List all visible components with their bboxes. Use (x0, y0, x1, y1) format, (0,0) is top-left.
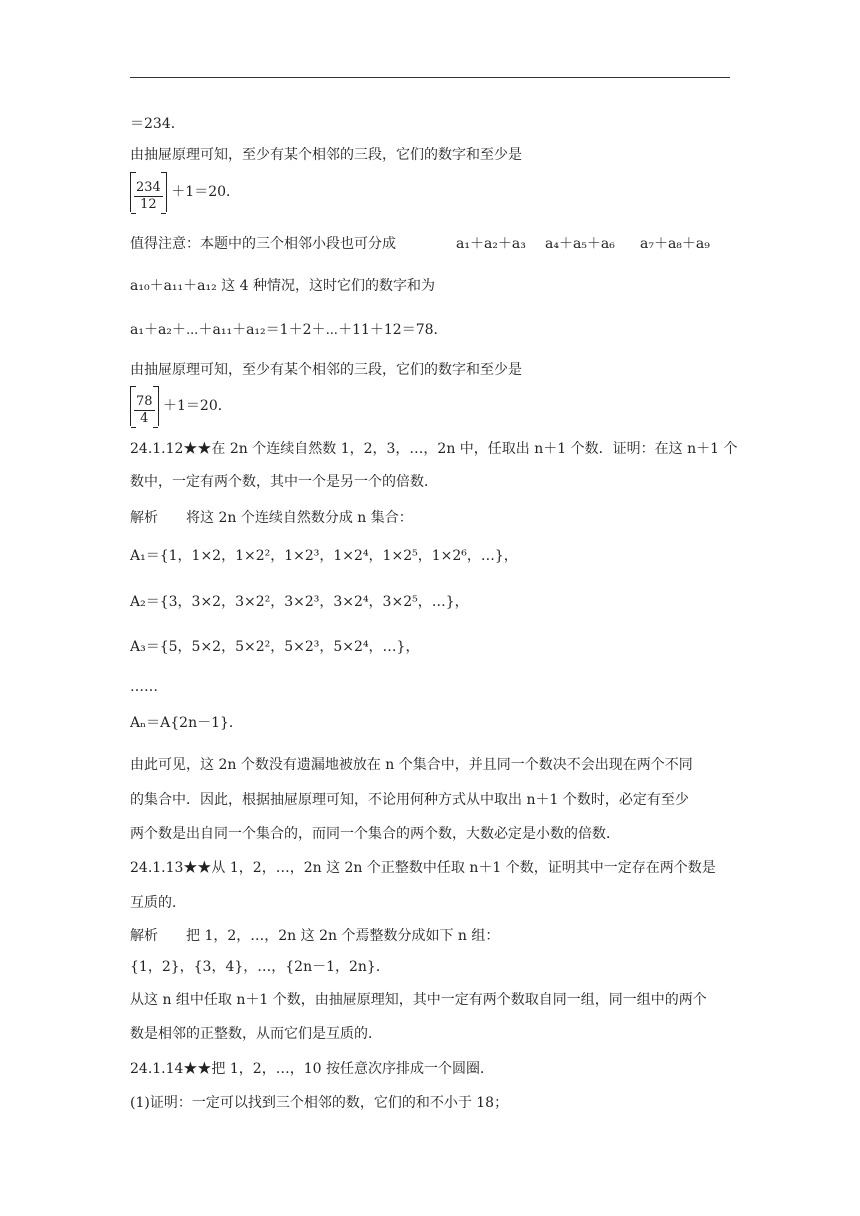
text-line: 由抽屉原理可知，至少有某个相邻的三段，它们的数字和至少是 (130, 147, 522, 163)
text-line: ＝234． (130, 116, 185, 132)
text-line (130, 276, 730, 296)
floor-bracket (130, 386, 159, 426)
floor-expression (130, 170, 730, 214)
math-line: A₁＝{1，1×2，1×2²，1×2³，1×2⁴，1×2⁵，1×2⁶，…}， (130, 548, 518, 564)
fraction-denominator: 4 (140, 410, 149, 426)
text-line: 由抽屉原理可知，至少有某个相邻的三段，它们的数字和至少是 (130, 362, 522, 378)
text-line: a₁＋a₂＋⋯＋a₁₁＋a₁₂＝1＋2＋⋯＋11＋12＝78． (130, 322, 448, 338)
math-line: A₃＝{5，5×2，5×2²，5×2³，5×2⁴，…}， (130, 639, 420, 655)
text-line: (1)证明：一定可以找到三个相邻的数，它们的和不小于 18； (130, 1095, 509, 1111)
text-line: 由此可见，这 2n 个数没有遗漏地被放在 n 个集合中，并且同一个数决不会出现在两个不同 (130, 757, 693, 773)
math-line: Aₙ＝A{2n－1}． (130, 715, 243, 731)
text-line: 的集合中．因此，根据抽屉原理可知，不论用何种方式从中取出 n＋1 个数时，必定有至少 (130, 792, 689, 808)
math-term: a₇＋a₈＋a₉ (640, 236, 710, 252)
math-term: a₁₀＋a₁₁＋a₁₂ (130, 278, 217, 294)
math-term: a₁＋a₂＋a₃ (456, 236, 526, 252)
fraction-numerator: 234 (136, 179, 161, 195)
problem-heading: 24.1.12★★在 2n 个连续自然数 1，2，3，…，2n 中，任取出 n＋1 个数．证明：在这 n＋1 个 (130, 441, 738, 457)
text-line (130, 234, 730, 254)
text-line: 数是相邻的正整数，从而它们是互质的． (130, 1026, 382, 1042)
text-line: 两个数是出自同一个集合的，而同一个集合的两个数，大数必定是小数的倍数． (130, 826, 620, 842)
solution-line: 解析 将这 2n 个连续自然数分成 n 集合： (130, 510, 413, 526)
text-segment: 这 4 种情况，这时它们的数字和为 (221, 278, 435, 294)
math-line: A₂＝{3，3×2，3×2²，3×2³，3×2⁴，3×2⁵，…}， (130, 594, 469, 610)
header-rule (130, 77, 730, 78)
expression-tail: ＋1＝20． (163, 398, 232, 414)
floor-expression (130, 384, 730, 428)
fraction-denominator: 12 (140, 196, 157, 212)
problem-heading: 24.1.14★★把 1，2，…，10 按任意次序排成一个圆圈． (130, 1061, 494, 1077)
floor-bracket (130, 172, 167, 212)
text-line: 从这 n 组中任取 n＋1 个数，由抽屉原理知，其中一定有两个数取自同一组，同一组中的两个 (130, 992, 707, 1008)
fraction (134, 394, 155, 427)
expression-tail: ＋1＝20． (171, 184, 241, 200)
math-term: a₄＋a₅＋a₆ (545, 236, 615, 252)
text-segment: 值得注意：本题中的三个相邻小段也可分成 (130, 236, 396, 252)
fraction-numerator: 78 (136, 393, 153, 409)
problem-heading: 24.1.13★★从 1，2，…，2n 这 2n 个正整数中任取 n＋1 个数，证明其中一定存在两个数是 (130, 860, 716, 876)
math-line: {1，2}，{3，4}，…，{2n－1，2n}． (130, 959, 390, 975)
solution-line: 解析 把 1，2，…，2n 这 2n 个焉整数分成如下 n 组： (130, 928, 500, 944)
text-line: 数中，一定有两个数，其中一个是另一个的倍数． (130, 474, 438, 490)
text-line: …… (130, 679, 158, 695)
text-line: 互质的． (130, 895, 186, 911)
fraction (134, 180, 163, 213)
